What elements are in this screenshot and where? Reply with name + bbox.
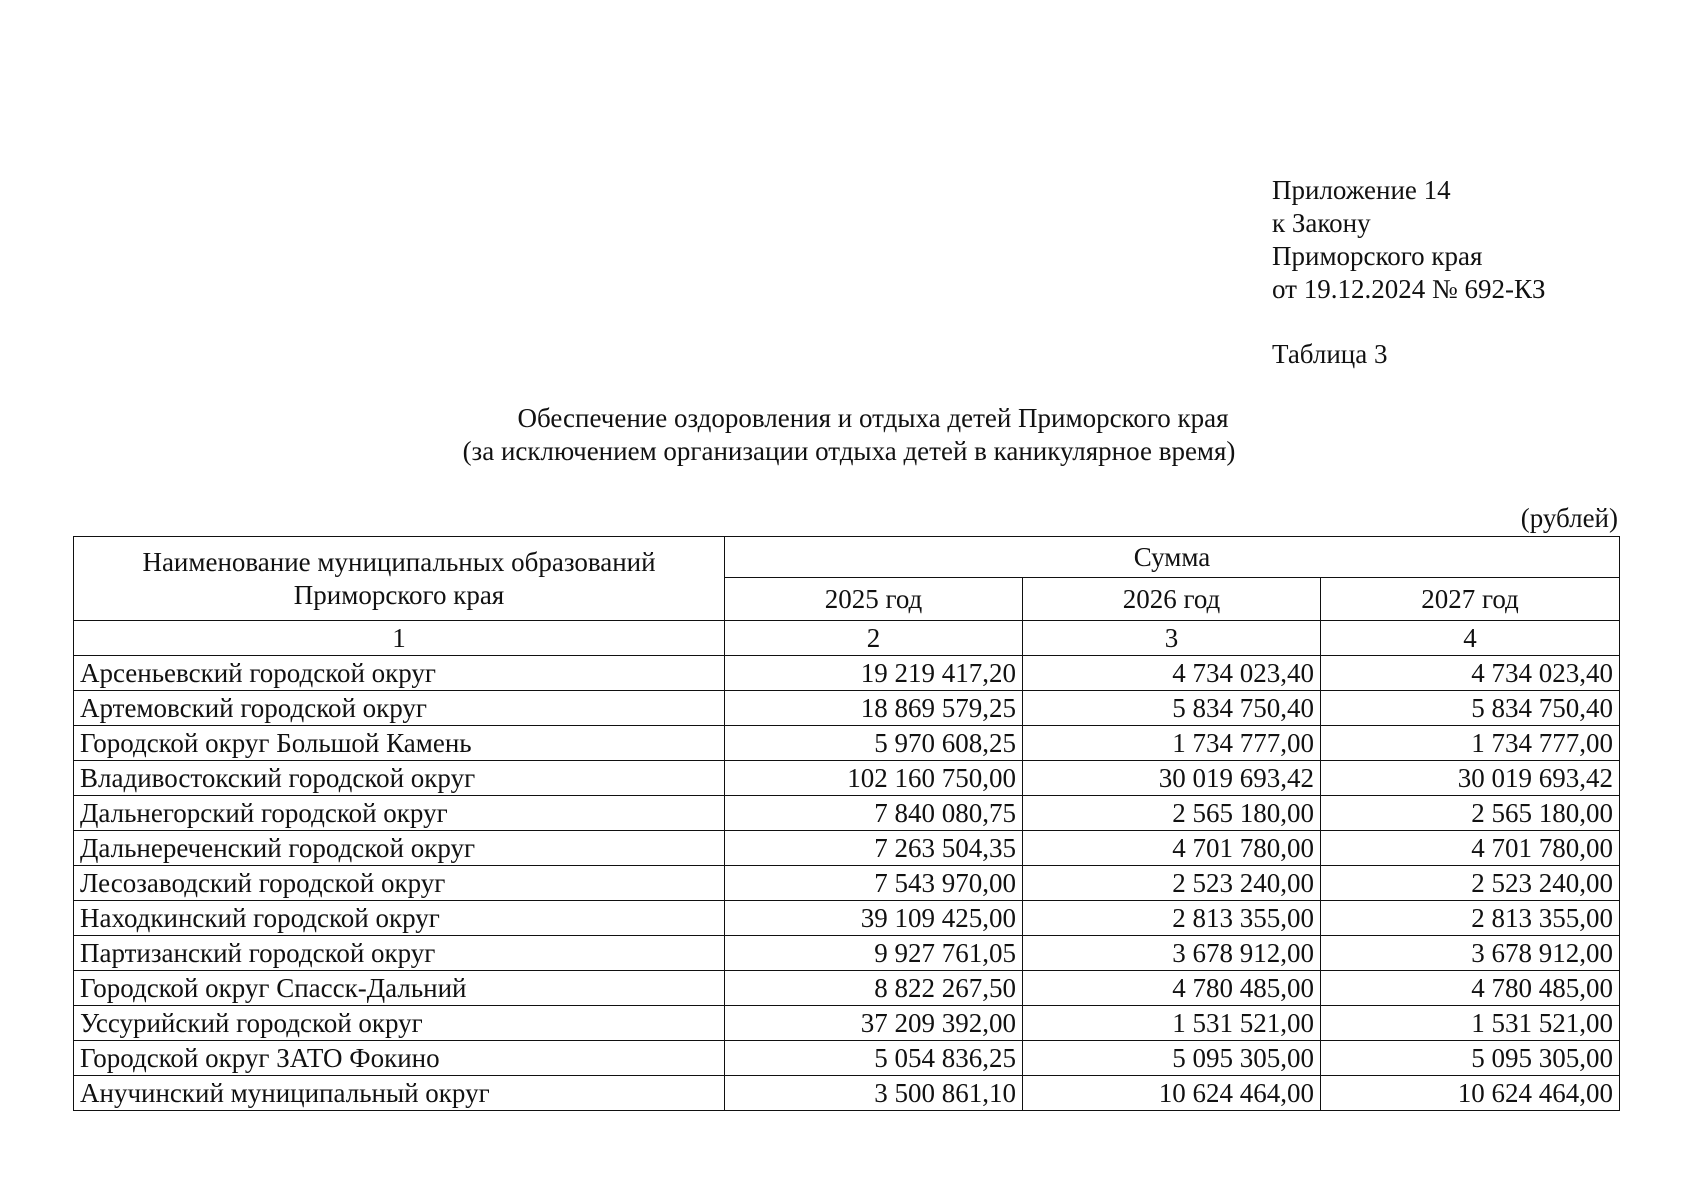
table-row <box>74 866 1620 901</box>
header-name: Наименование муниципальных образований Приморского края <box>74 537 725 621</box>
title-line: Обеспечение оздоровления и отдыха детей Приморского края <box>517 403 1229 433</box>
table-body <box>74 656 1620 1111</box>
amount-2025-cell: 5 054 836,25 <box>725 1041 1023 1076</box>
table-row <box>74 1041 1620 1076</box>
header-year: 2027 год <box>1321 578 1620 621</box>
amount-2025-cell: 18 869 579,25 <box>725 691 1023 726</box>
amount-2026-cell: 5 095 305,00 <box>1023 1041 1321 1076</box>
amount-2026-cell: 4 780 485,00 <box>1023 971 1321 1006</box>
table-row <box>74 726 1620 761</box>
amount-2025-cell: 102 160 750,00 <box>725 761 1023 796</box>
appendix-line: от 19.12.2024 № 692-КЗ <box>1272 274 1546 304</box>
amount-2026-cell: 2 813 355,00 <box>1023 901 1321 936</box>
amount-2026-cell: 4 701 780,00 <box>1023 831 1321 866</box>
table-row <box>74 936 1620 971</box>
amount-2026-cell: 2 523 240,00 <box>1023 866 1321 901</box>
table-row <box>74 1006 1620 1041</box>
amount-2026-cell: 2 565 180,00 <box>1023 796 1321 831</box>
table-row <box>74 796 1620 831</box>
amount-2025-cell: 7 840 080,75 <box>725 796 1023 831</box>
amount-2026-cell: 1 531 521,00 <box>1023 1006 1321 1041</box>
header-year: 2026 год <box>1023 578 1321 621</box>
amount-2027-cell: 3 678 912,00 <box>1321 936 1620 971</box>
amount-2027-cell: 2 565 180,00 <box>1321 796 1620 831</box>
municipality-name-cell: Арсеньевский городской округ <box>74 656 725 691</box>
amount-2025-cell: 39 109 425,00 <box>725 901 1023 936</box>
appendix-line: Приложение 14 <box>1272 175 1451 205</box>
units-label: (рублей) <box>1520 503 1618 533</box>
amount-2027-cell: 2 813 355,00 <box>1321 901 1620 936</box>
municipality-name-cell: Находкинский городской округ <box>74 901 725 936</box>
municipality-name-cell: Городской округ Большой Камень <box>74 726 725 761</box>
amount-2027-cell: 1 734 777,00 <box>1321 726 1620 761</box>
column-number: 3 <box>1023 621 1321 656</box>
amount-2026-cell: 10 624 464,00 <box>1023 1076 1321 1111</box>
municipality-name-cell: Партизанский городской округ <box>74 936 725 971</box>
budget-table <box>73 536 1620 1111</box>
amount-2026-cell: 30 019 693,42 <box>1023 761 1321 796</box>
municipality-name-cell: Артемовский городской округ <box>74 691 725 726</box>
table-row <box>74 901 1620 936</box>
title-line: (за исключением организации отдыха детей в каникулярное время) <box>462 436 1236 466</box>
municipality-name-cell: Городской округ Спасск-Дальний <box>74 971 725 1006</box>
table-row <box>74 691 1620 726</box>
municipality-name-cell: Лесозаводский городской округ <box>74 866 725 901</box>
amount-2025-cell: 7 543 970,00 <box>725 866 1023 901</box>
amount-2027-cell: 5 095 305,00 <box>1321 1041 1620 1076</box>
table-row <box>74 1076 1620 1111</box>
amount-2025-cell: 37 209 392,00 <box>725 1006 1023 1041</box>
amount-2027-cell: 2 523 240,00 <box>1321 866 1620 901</box>
appendix-line: к Закону <box>1272 208 1371 238</box>
amount-2025-cell: 7 263 504,35 <box>725 831 1023 866</box>
column-number: 4 <box>1321 621 1620 656</box>
table-row <box>74 761 1620 796</box>
table-row <box>74 656 1620 691</box>
column-number: 1 <box>74 621 725 656</box>
amount-2026-cell: 4 734 023,40 <box>1023 656 1321 691</box>
amount-2025-cell: 19 219 417,20 <box>725 656 1023 691</box>
header-year: 2025 год <box>725 578 1023 621</box>
column-number: 2 <box>725 621 1023 656</box>
amount-2027-cell: 1 531 521,00 <box>1321 1006 1620 1041</box>
municipality-name-cell: Городской округ ЗАТО Фокино <box>74 1041 725 1076</box>
amount-2025-cell: 3 500 861,10 <box>725 1076 1023 1111</box>
amount-2027-cell: 4 701 780,00 <box>1321 831 1620 866</box>
amount-2026-cell: 3 678 912,00 <box>1023 936 1321 971</box>
amount-2026-cell: 1 734 777,00 <box>1023 726 1321 761</box>
table-row <box>74 971 1620 1006</box>
municipality-name-cell: Уссурийский городской округ <box>74 1006 725 1041</box>
appendix-block <box>1272 174 1545 306</box>
amount-2027-cell: 4 734 023,40 <box>1321 656 1620 691</box>
table-row <box>74 831 1620 866</box>
amount-2025-cell: 9 927 761,05 <box>725 936 1023 971</box>
municipality-name-cell: Дальнегорский городской округ <box>74 796 725 831</box>
amount-2025-cell: 8 822 267,50 <box>725 971 1023 1006</box>
municipality-name-cell: Дальнереченский городской округ <box>74 831 725 866</box>
amount-2027-cell: 4 780 485,00 <box>1321 971 1620 1006</box>
amount-2027-cell: 30 019 693,42 <box>1321 761 1620 796</box>
document-title <box>0 402 1698 468</box>
amount-2027-cell: 10 624 464,00 <box>1321 1076 1620 1111</box>
municipality-name-cell: Анучинский муниципальный округ <box>74 1076 725 1111</box>
header-sum: Сумма <box>725 537 1620 578</box>
amount-2026-cell: 5 834 750,40 <box>1023 691 1321 726</box>
amount-2025-cell: 5 970 608,25 <box>725 726 1023 761</box>
table-number: Таблица 3 <box>1272 339 1388 369</box>
municipality-name-cell: Владивостокский городской округ <box>74 761 725 796</box>
appendix-line: Приморского края <box>1272 241 1483 271</box>
amount-2027-cell: 5 834 750,40 <box>1321 691 1620 726</box>
